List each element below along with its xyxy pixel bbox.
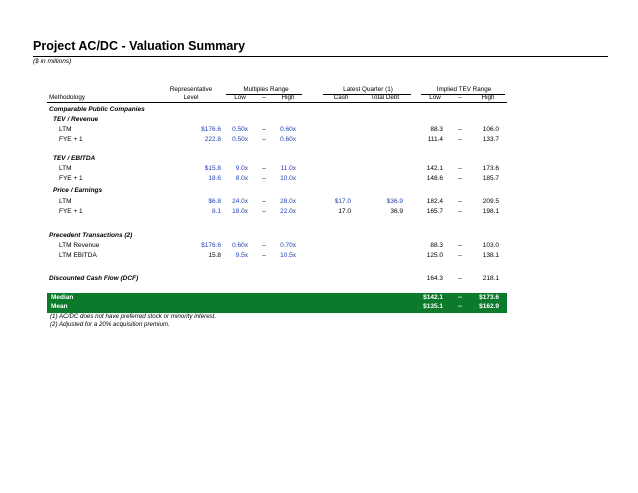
median-low: $142.1 bbox=[423, 294, 443, 301]
tev-low: 88.3 bbox=[430, 126, 443, 133]
section-dcf: Discounted Cash Flow (DCF) bbox=[49, 275, 139, 282]
header-mult-high: High bbox=[281, 94, 295, 101]
row-label: FYE + 1 bbox=[59, 208, 83, 215]
total-debt: $36.9 bbox=[386, 198, 403, 205]
section-tev-revenue: TEV / Revenue bbox=[53, 116, 99, 123]
rep-level: 18.6 bbox=[208, 175, 221, 182]
header-latest-quarter: Latest Quarter (1) bbox=[343, 86, 393, 93]
mult-dash: -- bbox=[261, 165, 267, 172]
footnotes bbox=[50, 313, 216, 329]
tev-high: 185.7 bbox=[482, 175, 499, 182]
mean-label: Mean bbox=[51, 303, 68, 310]
table-row bbox=[33, 252, 508, 262]
rep-level: 8.1 bbox=[211, 208, 221, 215]
tev-low: 111.4 bbox=[427, 136, 443, 143]
header-multiples-range: Multiples Range bbox=[243, 86, 289, 93]
tev-high: 209.5 bbox=[482, 198, 499, 205]
cash: $17.0 bbox=[334, 198, 351, 205]
tev-dash: -- bbox=[457, 136, 463, 143]
dcf-row bbox=[33, 275, 508, 285]
mult-dash: -- bbox=[261, 242, 267, 249]
mult-dash: -- bbox=[261, 136, 267, 143]
mult-low: 9.5x bbox=[235, 252, 248, 259]
tev-high: 173.6 bbox=[482, 165, 499, 172]
mean-row bbox=[33, 303, 508, 313]
mult-low: 24.0x bbox=[232, 198, 248, 205]
header-mult-dash: -- bbox=[261, 94, 267, 101]
mult-dash: -- bbox=[261, 175, 267, 182]
mult-high: 0.70x bbox=[280, 242, 296, 249]
mult-dash: -- bbox=[261, 198, 267, 205]
tev-high: 138.1 bbox=[482, 252, 499, 259]
row-label: LTM EBITDA bbox=[59, 252, 97, 259]
mult-high: 0.60x bbox=[280, 136, 296, 143]
header-cash: Cash bbox=[333, 94, 349, 101]
table-row bbox=[33, 165, 508, 175]
mult-high: 10.0x bbox=[280, 175, 296, 182]
tev-low: 148.6 bbox=[426, 175, 443, 182]
rep-level: $176.6 bbox=[201, 126, 221, 133]
mean-dash: -- bbox=[457, 303, 463, 310]
footnote-1: (1) AC/DC does not have preferred stock or minority interest. bbox=[50, 313, 217, 320]
mult-high: 28.0x bbox=[280, 198, 296, 205]
table-row bbox=[33, 242, 508, 252]
header-methodology: Methodology bbox=[49, 94, 86, 101]
mult-dash: -- bbox=[261, 208, 267, 215]
section-price-earnings: Price / Earnings bbox=[53, 187, 103, 194]
tev-dash: -- bbox=[457, 208, 463, 215]
tev-high: 103.0 bbox=[482, 242, 499, 249]
row-label: LTM bbox=[59, 198, 72, 205]
header-tev-low: Low bbox=[429, 94, 441, 101]
section-precedent-transactions: Precedent Transactions (2) bbox=[49, 232, 133, 239]
mult-low: 0.50x bbox=[232, 136, 248, 143]
tev-high: 218.1 bbox=[482, 275, 499, 282]
row-label: FYE + 1 bbox=[59, 136, 83, 143]
header-tev-high: High bbox=[481, 94, 495, 101]
table-row bbox=[33, 126, 508, 136]
header-tev-dash: -- bbox=[457, 94, 463, 101]
mult-high: 22.0x bbox=[280, 208, 296, 215]
row-label: LTM Revenue bbox=[59, 242, 100, 249]
row-label: LTM bbox=[59, 165, 72, 172]
rep-level: $6.8 bbox=[208, 198, 221, 205]
mult-high: 11.0x bbox=[280, 165, 296, 172]
tev-high: 198.1 bbox=[482, 208, 499, 215]
page-title: Project AC/DC - Valuation Summary bbox=[33, 39, 246, 53]
mult-low: 8.0x bbox=[235, 175, 248, 182]
median-dash: -- bbox=[457, 294, 463, 301]
mean-low: $135.1 bbox=[423, 303, 443, 310]
tev-dash: -- bbox=[457, 252, 463, 259]
tev-low: 142.1 bbox=[426, 165, 443, 172]
tev-dash: -- bbox=[457, 126, 463, 133]
cash: 17.0 bbox=[338, 208, 351, 215]
mult-low: 0.50x bbox=[232, 126, 248, 133]
table-row bbox=[33, 136, 508, 146]
mult-dash: -- bbox=[261, 252, 267, 259]
row-label: LTM bbox=[59, 126, 72, 133]
mult-dash: -- bbox=[261, 126, 267, 133]
tev-low: 164.3 bbox=[426, 275, 443, 282]
tev-low: 125.0 bbox=[426, 252, 443, 259]
tev-dash: -- bbox=[457, 175, 463, 182]
mult-low: 9.0x bbox=[235, 165, 248, 172]
header-bottom-rule bbox=[47, 102, 507, 103]
rep-level: $176.6 bbox=[201, 242, 221, 249]
header-representative-top: Representative bbox=[169, 86, 213, 93]
header-total-debt: Total Debt bbox=[370, 94, 400, 101]
table-row bbox=[33, 208, 508, 218]
rep-level: 222.8 bbox=[204, 136, 221, 143]
total-debt: 36.9 bbox=[390, 208, 403, 215]
tev-low: 88.3 bbox=[430, 242, 443, 249]
tev-dash: -- bbox=[457, 198, 463, 205]
header-implied-tev-range: Implied TEV Range bbox=[436, 86, 492, 93]
tev-dash: -- bbox=[457, 242, 463, 249]
header-representative-bottom: Level bbox=[183, 94, 199, 101]
mean-high: $162.9 bbox=[479, 303, 499, 310]
rep-level: $15.8 bbox=[204, 165, 221, 172]
section-tev-ebitda: TEV / EBITDA bbox=[53, 155, 96, 162]
section-comparable-public-companies: Comparable Public Companies bbox=[49, 106, 145, 113]
median-label: Median bbox=[51, 294, 74, 301]
title-rule bbox=[33, 56, 608, 57]
tev-low: 165.7 bbox=[426, 208, 443, 215]
row-label: FYE + 1 bbox=[59, 175, 83, 182]
tev-high: 106.0 bbox=[482, 126, 499, 133]
mult-low: 0.60x bbox=[232, 242, 248, 249]
table-row bbox=[33, 175, 508, 185]
median-high: $173.6 bbox=[479, 294, 499, 301]
units-subtitle: ($ in millions) bbox=[33, 58, 72, 65]
header-mult-low: Low bbox=[234, 94, 246, 101]
tev-dash: -- bbox=[457, 165, 463, 172]
table-row bbox=[33, 198, 508, 208]
mult-low: 18.0x bbox=[232, 208, 248, 215]
tev-dash: -- bbox=[457, 275, 463, 282]
mult-high: 0.60x bbox=[280, 126, 296, 133]
rep-level: 15.8 bbox=[208, 252, 221, 259]
tev-high: 133.7 bbox=[482, 136, 499, 143]
tev-low: 182.4 bbox=[426, 198, 443, 205]
footnote-2: (2) Adjusted for a 20% acquisition premium. bbox=[50, 321, 170, 328]
mult-high: 10.5x bbox=[280, 252, 296, 259]
